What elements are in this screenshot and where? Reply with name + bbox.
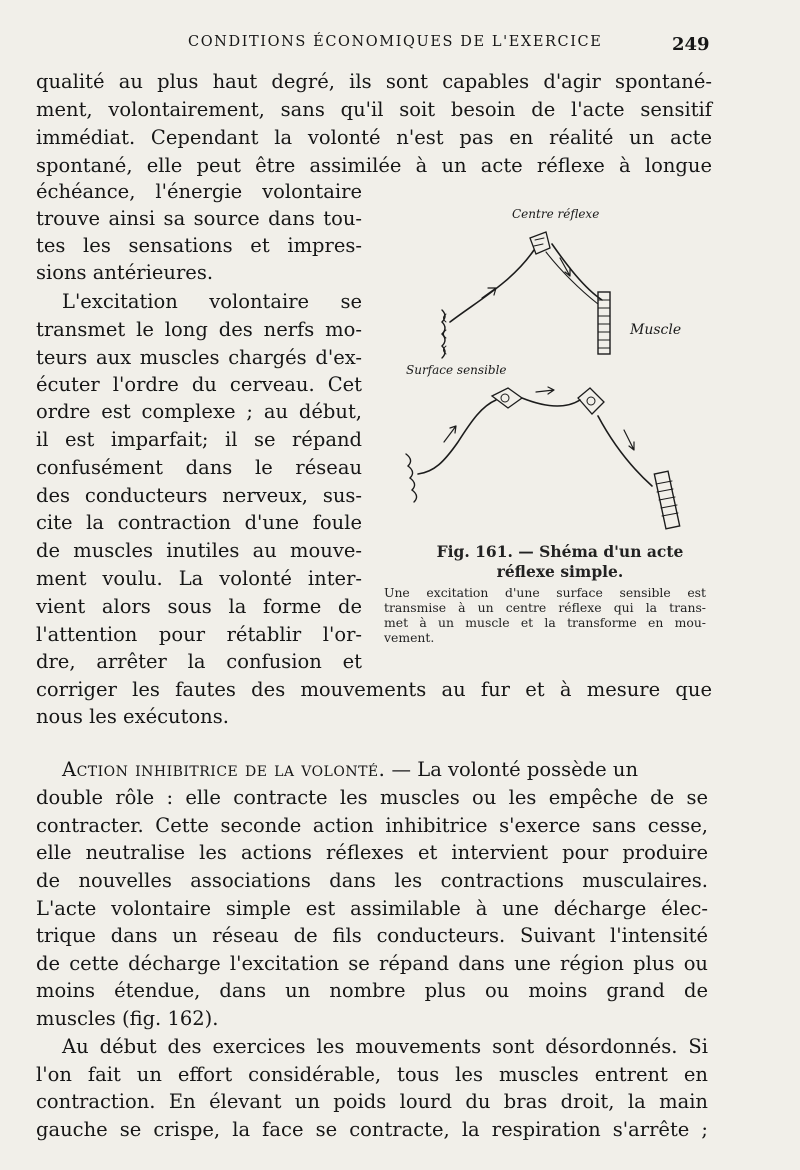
- sensory-nerve-path: [450, 250, 534, 322]
- section-heading: Action inhibitrice de la volonté.: [62, 758, 386, 781]
- text-line: cite la contraction d'une foule: [36, 511, 362, 534]
- text-line: tes les sensations et impres-: [36, 234, 362, 257]
- text-line: nous les exécutons.: [36, 705, 229, 728]
- text-line: de nouvelles associations dans les contractions musculaires.: [36, 869, 708, 892]
- nerve-arrow: [482, 288, 496, 298]
- text-line: elle neutralise les actions réflexes et intervient pour produire: [36, 841, 708, 864]
- running-title: CONDITIONS ÉCONOMIQUES DE L'EXERCICE: [188, 34, 603, 50]
- section-heading-line: [62, 756, 708, 784]
- motor-nerve-path: [522, 398, 580, 406]
- text-line: ment, volontairement, sans qu'il soit besoin de l'acte sensitif: [36, 98, 712, 121]
- text-line: l'on fait un effort considérable, tous les muscles entrent en: [36, 1063, 708, 1086]
- nerve-arrow: [624, 430, 634, 450]
- page-number: 249: [672, 34, 710, 55]
- centre-node: [578, 388, 604, 414]
- label-muscle: Muscle: [630, 322, 682, 338]
- text-line: L'excitation volontaire se: [62, 290, 362, 313]
- text-line: trouve ainsi sa source dans tou-: [36, 207, 362, 230]
- text-line: ordre est complexe ; au début,: [36, 400, 362, 423]
- text-line: trique dans un réseau de fils conducteurs. Suivant l'intensité: [36, 924, 708, 947]
- motor-nerve-path: [552, 244, 602, 300]
- text-line: L'acte volontaire simple est assimilable à une décharge élec-: [36, 897, 708, 920]
- text-line: contracter. Cette seconde action inhibitrice s'exerce sans cesse,: [36, 814, 708, 837]
- section-heading-continuation: — La volonté possède un: [391, 758, 639, 781]
- text-line: de cette décharge l'excitation se répand dans une région plus ou: [36, 952, 708, 975]
- motor-nerve-path: [598, 416, 652, 486]
- label-surface-sensible: Surface sensible: [406, 363, 507, 377]
- text-line: immédiat. Cependant la volonté n'est pas en réalité un acte: [36, 126, 712, 149]
- text-line: Au début des exercices les mouvements sont désordonnés. Si: [62, 1035, 708, 1058]
- text-line: gauche se crispe, la face se contracte, la respiration s'arrête ;: [36, 1118, 708, 1141]
- figure-caption-line: met à un muscle et la transforme en mou-: [384, 615, 706, 630]
- centre-node: [492, 388, 522, 408]
- nerve-arrow: [536, 387, 554, 394]
- text-line: il est imparfait; il se répand: [36, 428, 362, 451]
- figure-caption-title: Fig. 161. — Shéma d'un acte: [436, 542, 684, 561]
- text-line: vient alors sous la forme de: [36, 595, 362, 618]
- text-line: échéance, l'énergie volontaire: [36, 180, 362, 203]
- text-line: confusément dans le réseau: [36, 456, 362, 479]
- text-line: ment voulu. La volonté inter-: [36, 567, 362, 590]
- text-line: moins étendue, dans un nombre plus ou moins grand de: [36, 979, 708, 1002]
- text-line: écuter l'ordre du cerveau. Cet: [36, 373, 362, 396]
- text-line: sions antérieures.: [36, 261, 214, 284]
- muscle-block: [598, 292, 610, 354]
- text-line: double rôle : elle contracte les muscles ou les empêche de se: [36, 786, 708, 809]
- text-line: transmet le long des nerfs mo-: [36, 318, 362, 341]
- figure-caption-line: Une excitation d'une surface sensible est: [384, 585, 706, 600]
- text-line: corriger les fautes des mouvements au fur et à mesure que: [36, 678, 712, 701]
- figure-caption-line: transmise à un centre réflexe qui la trans-: [384, 600, 706, 615]
- text-line: dre, arrêter la confusion et: [36, 650, 362, 673]
- figure-caption-line: vement.: [384, 630, 435, 645]
- nerve-arrow: [444, 426, 456, 442]
- page-header: [0, 34, 800, 58]
- text-line: spontané, elle peut être assimilée à un acte réflexe à longue: [36, 154, 712, 177]
- text-line: teurs aux muscles chargés d'ex-: [36, 346, 362, 369]
- label-centre-reflexe: Centre réflexe: [512, 207, 600, 221]
- text-line: des conducteurs nerveux, sus-: [36, 484, 362, 507]
- text-line: qualité au plus haut degré, ils sont capables d'agir spontané-: [36, 70, 712, 93]
- text-line: muscles (fig. 162).: [36, 1007, 219, 1030]
- sensory-nerve-path: [418, 400, 496, 474]
- reflex-arc-figure: [384, 192, 710, 532]
- figure-caption-title-cont: réflexe simple.: [496, 562, 624, 581]
- muscle-block: [654, 471, 679, 529]
- sensory-surface: [406, 454, 417, 502]
- text-line: de muscles inutiles au mouve-: [36, 539, 362, 562]
- text-line: l'attention pour rétablir l'or-: [36, 623, 362, 646]
- text-line: contraction. En élevant un poids lourd du bras droit, la main: [36, 1090, 708, 1113]
